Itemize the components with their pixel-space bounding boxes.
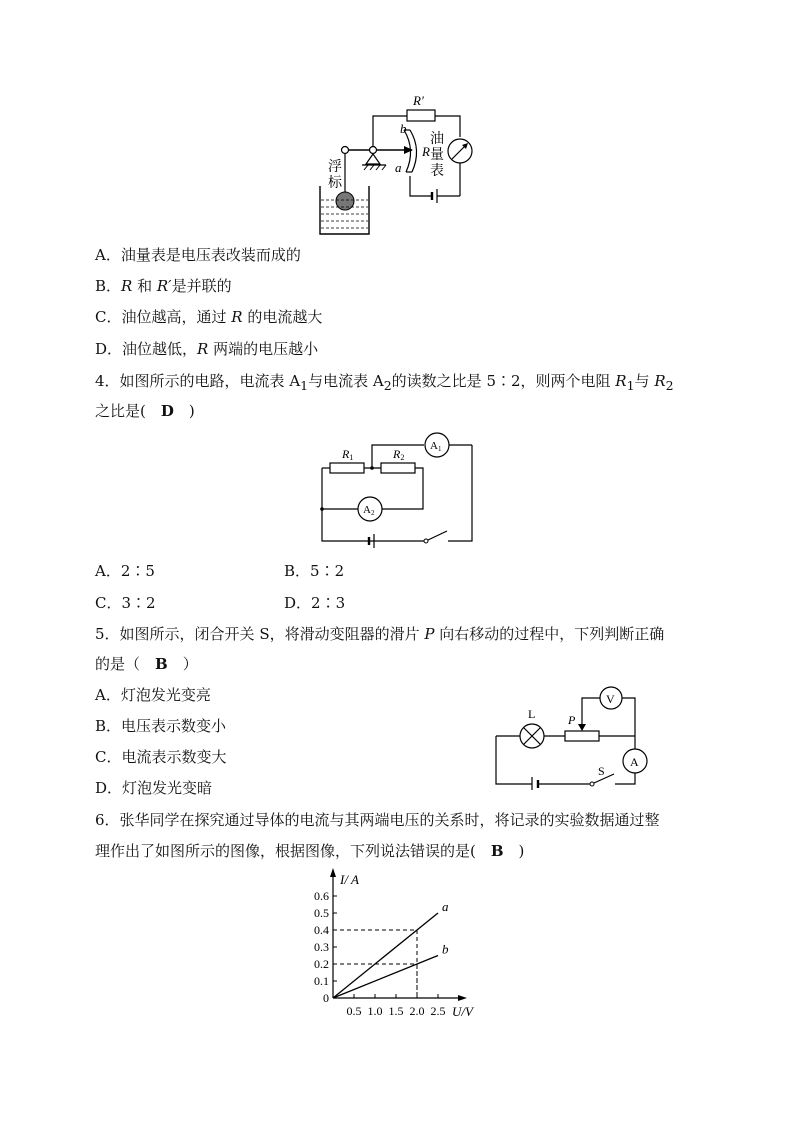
q6-answer: B — [490, 842, 504, 860]
ammeter-label: A — [630, 755, 639, 769]
y-tick-label: 0.5 — [314, 906, 329, 920]
q3-c-prefix: C．油位越高，通过 — [95, 308, 232, 326]
q4-option-a: A．2∶5 — [95, 562, 155, 580]
slider-label: P — [568, 713, 576, 727]
q3-b-post: 是并联的 — [171, 277, 232, 295]
x-tick-label: 1.0 — [367, 1004, 383, 1018]
q5-option-b: B．电压表示数变小 — [95, 717, 227, 735]
q4-r2: R — [654, 372, 666, 390]
meter-label-3: 表 — [430, 164, 444, 179]
q3-b-r: R — [121, 277, 133, 295]
series-line-b — [333, 956, 438, 999]
a1-label: A1 — [430, 440, 442, 453]
rheostat — [565, 731, 599, 741]
series-line-a — [333, 913, 438, 998]
y-tick-label: 0 — [323, 991, 329, 1005]
series-label-a: a — [442, 899, 449, 914]
switch-label: S — [598, 764, 605, 778]
resistor-r2 — [381, 463, 415, 473]
label-r: R — [422, 144, 430, 159]
x-axis-arrow — [458, 995, 467, 1001]
r2-label: R2 — [393, 447, 405, 462]
q5-circuit-figure — [490, 680, 658, 790]
a2-label: A2 — [363, 504, 375, 517]
q5-stem-a: 5．如图所示，闭合开关 S，将滑动变阻器的滑片 — [95, 625, 425, 643]
q4-option-d: D．2∶3 — [284, 594, 346, 612]
y-tick-label: 0.2 — [314, 957, 329, 971]
q3-b-r2: R′ — [156, 277, 172, 295]
q3-option-c — [95, 307, 322, 327]
x-tick-label: 1.5 — [388, 1004, 404, 1018]
q5-option-d: D．灯泡发光变暗 — [95, 779, 213, 797]
q4-r1: R — [615, 372, 627, 390]
q4-stem-a: 4．如图所示的电路，电流表 A — [95, 372, 301, 390]
q5-stem-d: ） — [167, 655, 198, 673]
iu-graph — [300, 866, 500, 1022]
q3-d-prefix: D．油位越低， — [95, 340, 198, 358]
label-r-prime: R′ — [413, 93, 424, 108]
q4-option-b: B．5∶2 — [284, 562, 345, 580]
q4-r1-sub: 1 — [626, 378, 635, 393]
q4-circuit-figure — [316, 428, 478, 550]
r1-label: R1 — [342, 447, 354, 462]
q4-stem-d: 之比是( — [95, 402, 161, 420]
q3-d-post: 两端的电压越小 — [208, 340, 319, 358]
q5-p: P — [424, 625, 435, 643]
q3-d-r: R — [197, 340, 209, 358]
q4-stem-e: ) — [173, 402, 195, 420]
x-tick-label: 2.0 — [409, 1004, 425, 1018]
q3-option-d — [95, 339, 318, 359]
q5-option-c: C．电流表示数变大 — [95, 748, 227, 766]
q5-stem-line-2 — [95, 654, 198, 674]
q4-stem-b: 与电流表 A — [308, 372, 384, 390]
q3-b-mid: 和 — [132, 277, 157, 295]
q4-sub-1: 1 — [300, 378, 309, 393]
q5-answer: B — [155, 655, 168, 673]
q3-c-r: R — [231, 308, 243, 326]
meter-label-2: 量 — [430, 148, 444, 163]
q6-stem-a: 理作出了如图所示的图像，根据图像，下列说法错误的是( — [95, 842, 491, 860]
q5-stem-c: 的是（ — [95, 655, 156, 673]
meter-label-1: 油 — [430, 132, 444, 147]
resistor-r1 — [330, 463, 364, 473]
q4-stem-c: 的读数之比是 5∶2，则两个电阻 — [391, 372, 616, 390]
float-label-1: 浮 — [328, 160, 342, 175]
q4-and: 与 — [634, 372, 655, 390]
q3-c-post: 的电流越大 — [242, 308, 323, 326]
q6-stem-b: ) — [503, 842, 525, 860]
series-label-b: b — [442, 941, 449, 957]
label-a: a — [395, 160, 402, 175]
resistor-r-prime — [407, 110, 435, 121]
q4-sub-2: 2 — [383, 378, 392, 393]
q6-stem-line-2 — [95, 841, 524, 861]
y-tick-label: 0.4 — [314, 923, 329, 937]
q4-option-c: C．3∶2 — [95, 594, 156, 612]
y-tick-label: 0.6 — [314, 889, 329, 903]
q4-answer: D — [160, 402, 174, 420]
q6-stem-line-1: 6．张华同学在探究通过导体的电流与其两端电压的关系时，将记录的实验数据通过整 — [95, 811, 660, 829]
q3-b-prefix: B． — [95, 277, 122, 295]
q5-option-a: A．灯泡发光变亮 — [95, 686, 211, 704]
y-axis-arrow — [330, 868, 336, 877]
q3-option-b — [95, 276, 232, 296]
x-axis-label: U/V — [452, 1004, 473, 1019]
lamp-label: L — [528, 707, 536, 721]
x-tick-label: 0.5 — [346, 1004, 362, 1018]
x-tick-label: 2.5 — [430, 1004, 446, 1018]
oil-gauge-figure — [300, 88, 500, 240]
y-tick-label: 0.3 — [314, 940, 329, 954]
voltmeter-label: V — [606, 692, 615, 706]
q4-stem-line-1 — [95, 371, 674, 396]
q5-stem-line-1 — [95, 624, 664, 644]
q4-r2-sub: 2 — [665, 378, 674, 393]
y-tick-label: 0.1 — [314, 974, 329, 988]
q3-option-a: A．油量表是电压表改装而成的 — [95, 246, 301, 264]
float-label-2: 标 — [328, 176, 342, 191]
y-axis-label: I/ A — [340, 872, 359, 887]
label-b: b — [400, 121, 407, 136]
q4-stem-line-2 — [95, 401, 195, 421]
q5-stem-b: 向右移动的过程中，下列判断正确 — [434, 625, 665, 643]
